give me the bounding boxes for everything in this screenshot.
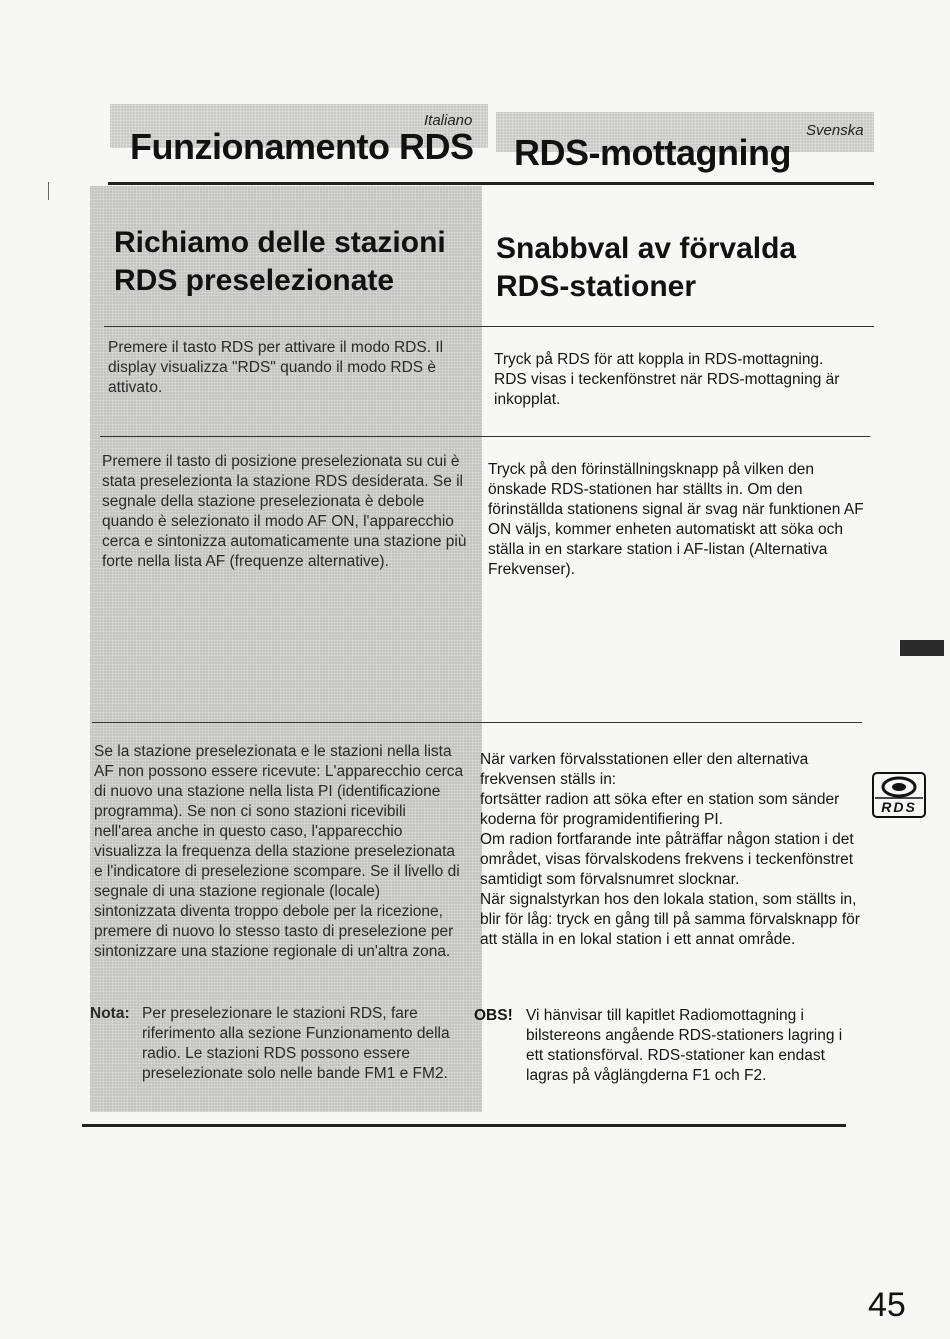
language-label-italian: Italiano bbox=[424, 112, 473, 129]
swedish-note-label: OBS! bbox=[474, 1007, 513, 1024]
italian-paragraph-2: Premere il tasto di posizione preselezionata su cui è stata preselezionta la stazione RDS desiderata. Se il segnale della stazione preselezionata è debole quando è selezionato il modo AF ON, l'apparecchio cerca e sintonizza automaticamente una stazione più forte nella lista AF (frequenze alternative). bbox=[102, 453, 467, 570]
subtitle-italian: Richiamo delle stazioni RDS preselezionate bbox=[114, 226, 446, 297]
swedish-paragraph-2: Tryck på den förinställningsknapp på vilken den önskade RDS-stationen har ställts in. Om den förinställda stationens signal är svag när funktionen AF ON väljs, kommer enheten automatiskt att söka och ställa in en starkare station i AF-listan (Alternativa Frekvenser). bbox=[488, 461, 864, 578]
swedish-paragraph-1: Tryck på RDS för att koppla in RDS-mottagning. RDS visas i teckenfönstret när RDS-mottagning är inkopplat. bbox=[494, 351, 840, 408]
language-label-swedish: Svenska bbox=[806, 122, 864, 139]
italian-note-label: Nota: bbox=[90, 1005, 130, 1022]
page-number: 45 bbox=[868, 1286, 906, 1324]
page-title-italian: Funzionamento RDS bbox=[130, 126, 474, 167]
subtitle-swedish: Snabbval av förvalda RDS-stationer bbox=[496, 232, 797, 303]
swedish-paragraph-3: När varken förvalsstationen eller den alternativa frekvensen ställs in: fortsätter radion att söka efter en station som sänder koderna för programidentifiering PI. Om radion fortfarande inte påträffar någon station i det området, visas förvalskodens frekvens i teckenfönstret samtidigt som förvalsnumret slocknar. När signalstyrkan hos den lokala station, som ställts in, blir för låg: tryck en gång till på samma förvalsknapp för att ställa in en lokal station i ett annat område. bbox=[480, 751, 860, 948]
swedish-note bbox=[474, 1006, 854, 1086]
section-rule-1 bbox=[104, 326, 874, 327]
italian-column-background bbox=[90, 186, 482, 1112]
header-rule bbox=[108, 182, 874, 185]
page-title-swedish: RDS-mottagning bbox=[514, 132, 791, 173]
swedish-note-text: Vi hänvisar till kapitlet Radiomottagning i bilstereons angående RDS-stationers lagring i ett stationsförval. RDS-stationer kan endast lagras på våglängderna F1 och F2. bbox=[526, 1007, 843, 1084]
section-rule-2 bbox=[100, 436, 870, 437]
rds-logo bbox=[872, 772, 926, 818]
italian-note-text: Per preselezionare le stazioni RDS, fare riferimento alla sezione Funzionamento della radio. Le stazioni RDS possono essere preselezionate solo nelle bande FM1 e FM2. bbox=[142, 1005, 450, 1082]
italian-paragraph-3: Se la stazione preselezionata e le stazioni nella lista AF non possono essere ricevute: L'apparecchio cerca di nuovo una stazione nella lista PI (identificazione programma). Se non ci sono stazioni ricevibili nell'area anche in questo caso, l'apparecchio visualizza la frequenza della stazione preselezionata e l'indicatore di preselezione scompare. Se il livello di segnale di una stazione regionale (locale) sintonizzata diventa troppo debole per la ricezione, premere di nuovo lo stesso tasto di preselezione per sintonizzare una stazione regionale di un'altra zona. bbox=[94, 743, 464, 960]
italian-note bbox=[90, 1004, 462, 1084]
section-rule-3 bbox=[92, 722, 862, 723]
thumb-tab-marker bbox=[900, 640, 944, 656]
rds-logo-text: RDS bbox=[881, 799, 917, 815]
margin-mark bbox=[48, 182, 49, 200]
footer-rule bbox=[82, 1124, 846, 1127]
italian-paragraph-1: Premere il tasto RDS per attivare il modo RDS. Il display visualizza "RDS" quando il modo RDS è attivato. bbox=[108, 339, 444, 396]
